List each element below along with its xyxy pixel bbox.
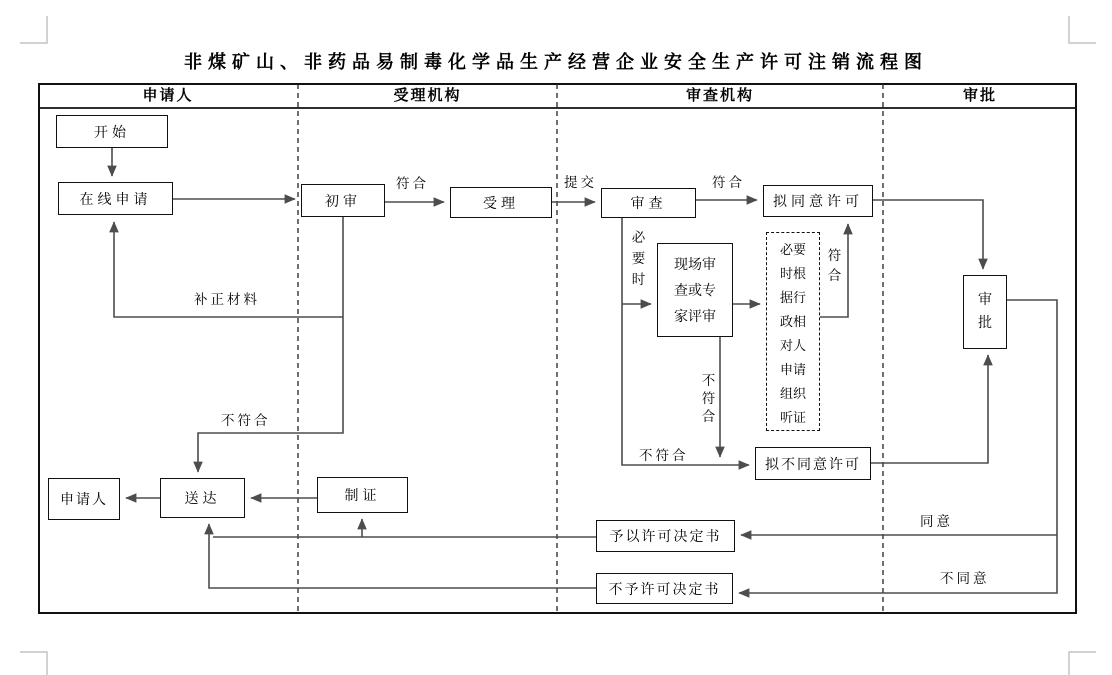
node-grant-decision: 予以许可决定书 — [596, 520, 735, 552]
node-online-apply: 在线申请 — [58, 182, 173, 215]
node-deny-decision: 不予许可决定书 — [596, 573, 733, 604]
edge-label-notconform-site: 不符合 — [701, 373, 716, 424]
lane-header-acceptor: 受理机构 — [393, 87, 462, 104]
node-hearing: 必要时根据行政相对人申请组织听证 — [766, 232, 820, 431]
edge-label-notconform-review: 不符合 — [639, 448, 689, 463]
edge-propose-reject-to-approval — [871, 355, 988, 463]
node-applicant: 申请人 — [48, 478, 120, 520]
edge-label-submit: 提交 — [564, 175, 597, 190]
edge-label-agree: 同意 — [920, 514, 953, 529]
node-initial-review: 初审 — [301, 184, 385, 217]
page-corner-marks — [20, 16, 1096, 675]
node-accept: 受理 — [450, 187, 552, 218]
edge-label-when-necessary: 必要时 — [631, 230, 646, 287]
node-site-review: 现场审查或专家评审 — [657, 243, 733, 337]
edge-label-disagree: 不同意 — [940, 571, 990, 586]
lane-header-applicant: 申请人 — [142, 87, 194, 104]
edge-label-supplement: 补正材料 — [194, 292, 260, 307]
node-approval: 审批 — [963, 275, 1007, 349]
edge-deny-to-deliver — [209, 524, 596, 588]
lane-header-approver: 审批 — [962, 87, 997, 104]
edge-label-conform-review: 符合 — [712, 175, 745, 190]
node-make-cert: 制证 — [317, 477, 408, 513]
edge-initial-notconform-to-deliver — [198, 217, 343, 472]
edge-label-conform-hearing: 符合 — [827, 248, 842, 283]
node-propose-approve: 拟同意许可 — [763, 185, 873, 217]
lane-header-reviewer: 审查机构 — [685, 87, 754, 104]
node-propose-reject: 拟不同意许可 — [755, 447, 871, 480]
node-start: 开始 — [56, 115, 168, 148]
page-title: 非煤矿山、非药品易制毒化学品生产经营企业安全生产许可注销流程图 — [184, 52, 928, 72]
edge-label-conform-initial: 符合 — [396, 176, 429, 191]
swimlane-frame — [39, 84, 1076, 613]
node-review: 审查 — [601, 188, 696, 218]
edge-label-notconform-initial: 不符合 — [221, 413, 271, 428]
edge-propose-approve-to-approval — [873, 200, 983, 269]
node-deliver: 送达 — [160, 478, 245, 518]
